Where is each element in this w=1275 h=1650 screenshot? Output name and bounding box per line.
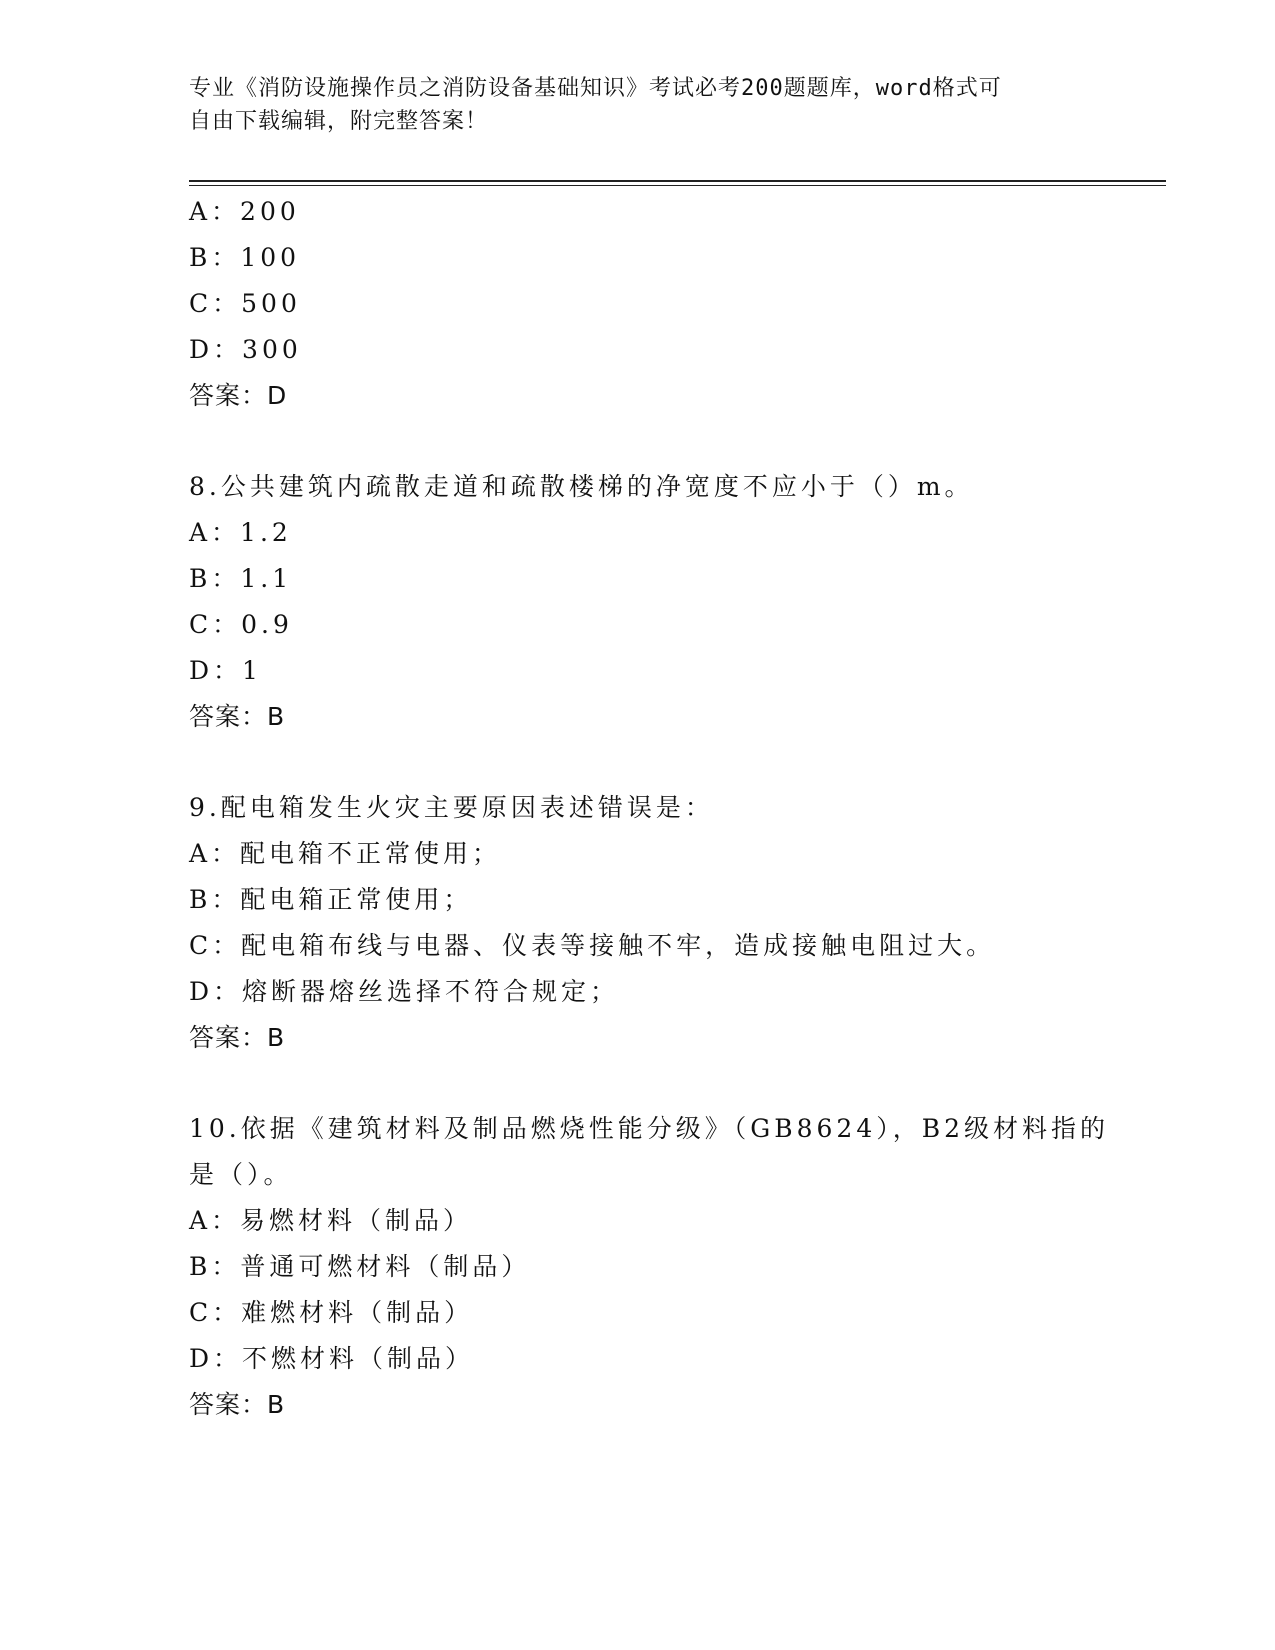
header-divider-thick: [189, 180, 1166, 182]
option-b: B：1.1: [189, 564, 293, 593]
spacer: [189, 419, 1089, 464]
answer-line: 答案：B: [189, 1023, 286, 1052]
option-b: B：100: [189, 243, 301, 272]
option-a: A：配电箱不正常使用；: [189, 839, 502, 868]
option-c: C：配电箱布线与电器、仪表等接触不牢，造成接触电阻过大。: [189, 931, 996, 960]
option-a: A：易燃材料（制品）: [189, 1206, 473, 1235]
question-list: [189, 189, 1110, 1428]
option-c: C：难燃材料（制品）: [189, 1298, 474, 1327]
option-a: A：1.2: [189, 518, 292, 547]
question-stem-line-1: 10.依据《建筑材料及制品燃烧性能分级》（GB8624），B2级材料指的: [189, 1114, 1110, 1143]
option-c: C：500: [189, 289, 301, 318]
question-stem: 8.公共建筑内疏散走道和疏散楼梯的净宽度不应小于（）m。: [189, 472, 974, 501]
question-9: [189, 785, 1089, 1061]
option-d: D：熔断器熔丝选择不符合规定；: [189, 977, 620, 1006]
option-d: D：1: [189, 656, 262, 685]
question-stem-line-2: 是（）。: [189, 1160, 293, 1189]
answer-line: 答案：D: [189, 381, 288, 410]
option-a: A：200: [189, 197, 300, 226]
question-10: [189, 1106, 1110, 1428]
answer-line: 答案：B: [189, 1390, 286, 1419]
option-d: D：不燃材料（制品）: [189, 1344, 475, 1373]
spacer: [189, 740, 1089, 785]
answer-line: 答案：B: [189, 702, 286, 731]
header-title-line-2: 自由下载编辑，附完整答案！: [189, 109, 489, 134]
option-b: B：配电箱正常使用；: [189, 885, 473, 914]
document-header: [189, 72, 1089, 138]
option-c: C：0.9: [189, 610, 293, 639]
question-stem: 9.配电箱发生火灾主要原因表述错误是：: [189, 793, 714, 822]
option-b: B：普通可燃材料（制品）: [189, 1252, 531, 1281]
option-d: D：300: [189, 335, 302, 364]
question-8: [189, 464, 1089, 740]
spacer: [189, 1061, 1089, 1106]
header-title-line-1: 专业《消防设施操作员之消防设备基础知识》考试必考200题题库，word格式可: [189, 76, 1002, 101]
question-7-continued: [189, 189, 1089, 419]
header-divider-thin: [189, 185, 1166, 186]
